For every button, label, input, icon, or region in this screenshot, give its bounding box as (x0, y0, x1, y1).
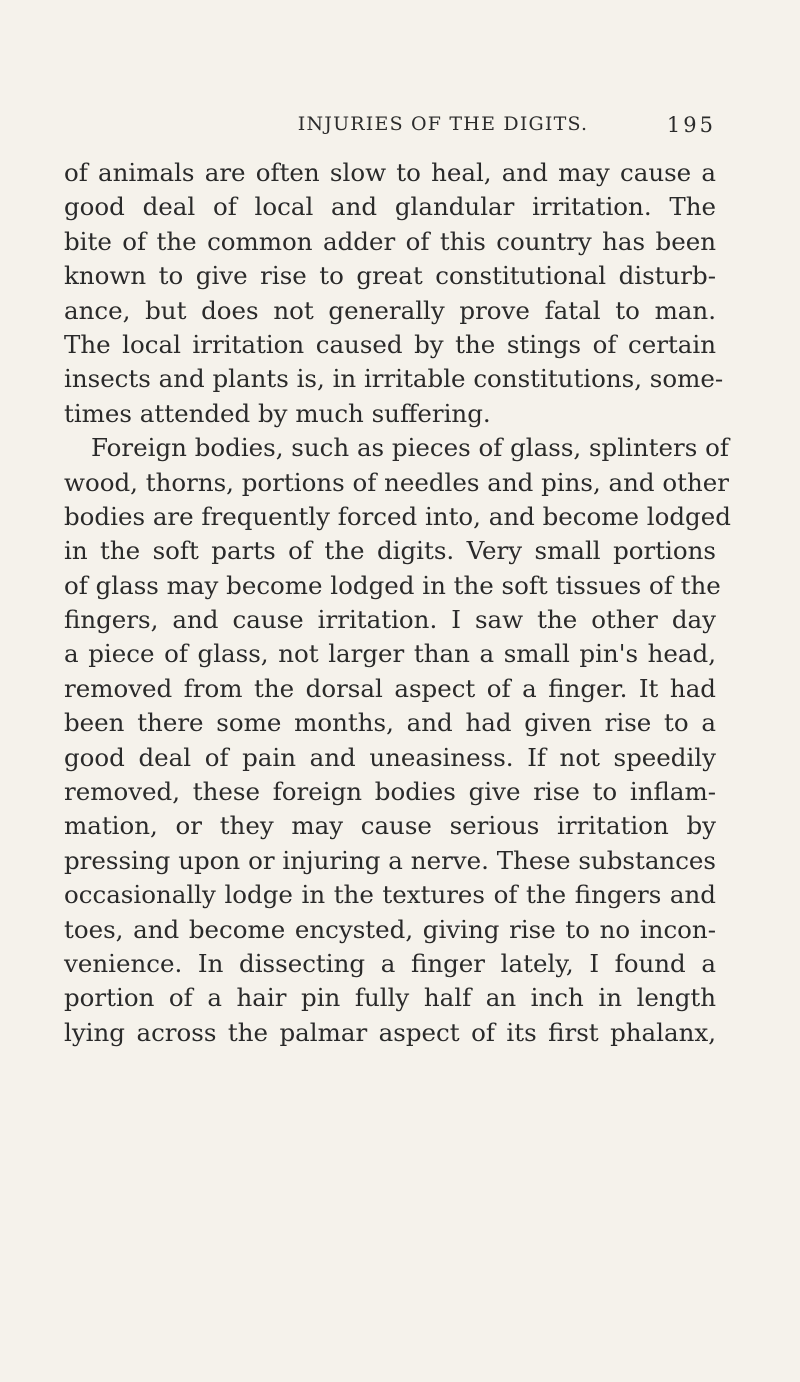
text-line: venience. In dissecting a finger lately, I found a (64, 948, 716, 978)
text-line: toes, and become encysted, giving rise to no incon- (64, 914, 716, 944)
text-line: known to give rise to great constitutional disturb- (64, 261, 716, 291)
text-line: of glass may become lodged in the soft tissues of the (64, 570, 721, 600)
text-line: portion of a hair pin fully half an inch in length (64, 983, 716, 1013)
text-line: removed, these foreign bodies give rise to inflam- (64, 777, 716, 807)
body-text (64, 156, 731, 1050)
text-line: of animals are often slow to heal, and may cause a (64, 158, 716, 187)
text-line: wood, thorns, portions of needles and pins, and other (64, 467, 729, 497)
text-line: The local irritation caused by the stings of certain (64, 329, 716, 359)
text-line: good deal of local and glandular irritation. The (64, 192, 716, 222)
text-line: occasionally lodge in the textures of the fingers and (64, 880, 716, 910)
text-line: a piece of glass, not larger than a small pin's head, (64, 639, 716, 669)
text-line: fingers, and cause irritation. I saw the other day (64, 605, 716, 635)
running-head (112, 113, 716, 145)
text-line: times attended by much suffering. (64, 398, 491, 428)
text-line: been there some months, and had given rise to a (64, 708, 716, 738)
text-line: insects and plants is, in irritable constitutions, some- (64, 364, 724, 394)
text-line: ance, but does not generally prove fatal to man. (64, 295, 716, 325)
text-line: bodies are frequently forced into, and become lodged (64, 501, 731, 531)
text-line: pressing upon or injuring a nerve. These substances (64, 845, 716, 875)
text-line: mation, or they may cause serious irritation by (64, 811, 716, 841)
text-line: lying across the palmar aspect of its first phalanx, (64, 1017, 716, 1047)
paragraph-start-line: Foreign bodies, such as pieces of glass, splinters of (91, 433, 729, 463)
text-line: bite of the common adder of this country has been (64, 226, 716, 256)
text-line: removed from the dorsal aspect of a finger. It had (64, 673, 716, 703)
running-title: INJURIES OF THE DIGITS. (297, 113, 589, 135)
page-number: 195 (666, 113, 716, 137)
text-line: in the soft parts of the digits. Very small portions (64, 536, 716, 566)
text-line: good deal of pain and uneasiness. If not speedily (64, 742, 716, 772)
